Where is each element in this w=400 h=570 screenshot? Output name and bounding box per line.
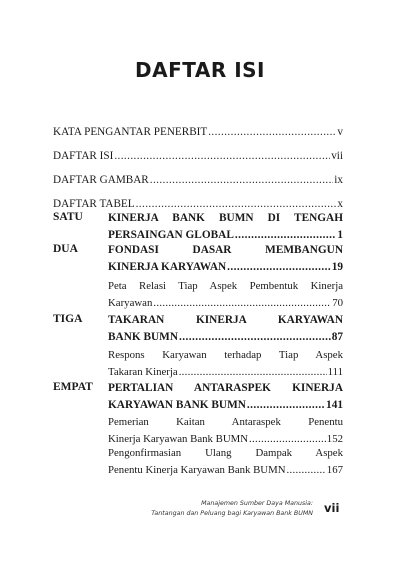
sub-title-line: Respons Karyawan terhadap Tiap Aspek	[108, 349, 343, 361]
toc-row-kata-pengantar[interactable]	[53, 124, 343, 140]
sub-title-text: Kinerja Karyawan Bank BUMN	[108, 432, 249, 445]
sub-title-line: Peta Relasi Tiap Aspek Pembentuk Kinerja	[108, 280, 343, 292]
leader-dots	[247, 397, 325, 414]
chapter-title-text: BANK BUMN	[108, 330, 178, 343]
chapter-title-line: KINERJA BANK BUMN DI TENGAH	[108, 212, 343, 224]
leader-dots	[227, 259, 331, 276]
leader-dots	[114, 148, 330, 164]
sub-title-last-line	[108, 364, 343, 381]
chapter-number: DUA	[53, 243, 78, 255]
sub-title-last-line	[108, 295, 343, 312]
chapter-title-line: FONDASI DASAR MEMBANGUN	[108, 244, 343, 256]
sub-title-text: Penentu Kinerja Karyawan Bank BUMN	[108, 463, 286, 476]
chapter-title-last-line	[108, 259, 343, 276]
chapter-page: 87	[331, 330, 343, 343]
sub-title-line: Pemerian Kaitan Antaraspek Penentu	[108, 416, 343, 428]
leader-dots	[150, 172, 334, 188]
toc-sub-peta-relasi[interactable]	[108, 278, 343, 311]
running-footer	[151, 499, 313, 519]
toc-page: ix	[334, 174, 343, 186]
sub-title-text: Karyawan	[108, 296, 153, 309]
chapter-page: 141	[326, 398, 343, 411]
toc-page: vii	[331, 150, 343, 162]
chapter-title-last-line	[108, 329, 343, 346]
toc-label: DAFTAR GAMBAR	[53, 174, 149, 186]
chapter-title-last-line	[108, 397, 343, 414]
toc-chapter-tiga[interactable]	[108, 312, 343, 345]
toc-sub-pengonfirmasian-ulang[interactable]	[108, 445, 343, 478]
toc-row-daftar-gambar[interactable]	[53, 172, 343, 188]
chapter-number: EMPAT	[53, 381, 93, 393]
leader-dots	[179, 329, 331, 346]
toc-sub-pemerian-kaitan[interactable]	[108, 414, 343, 447]
toc-chapter-dua[interactable]	[108, 242, 343, 275]
sub-title-text: Takaran Kinerja	[108, 365, 178, 378]
chapter-title-line: TAKARAN KINERJA KARYAWAN	[108, 314, 343, 326]
footer-line-2: Tantangan dan Peluang bagi Karyawan Bank BUMN	[151, 510, 313, 517]
chapter-page: 19	[331, 260, 343, 273]
sub-title-last-line	[108, 462, 343, 479]
chapter-number: SATU	[53, 211, 83, 223]
chapter-title-last-line	[108, 227, 343, 244]
toc-label: KATA PENGANTAR PENERBIT	[53, 126, 208, 138]
toc-label: DAFTAR ISI	[53, 150, 114, 162]
footer-line-1: Manajemen Sumber Daya Manusia:	[201, 500, 313, 507]
sub-page: 167	[326, 463, 343, 476]
chapter-number: TIGA	[53, 313, 83, 325]
sub-title-line: Pengonfirmasian Ulang Dampak Aspek	[108, 447, 343, 459]
leader-dots	[153, 295, 331, 312]
chapter-title-text: KINERJA KARYAWAN	[108, 260, 227, 273]
page-title: DAFTAR ISI	[135, 58, 265, 82]
leader-dots	[179, 364, 327, 381]
chapter-page: 1	[337, 228, 343, 241]
toc-row-daftar-isi[interactable]	[53, 148, 343, 164]
chapter-title-text: PERSAINGAN GLOBAL	[108, 228, 234, 241]
sub-page: 152	[326, 432, 343, 445]
toc-sub-respons-karyawan[interactable]	[108, 347, 343, 380]
leader-dots	[287, 462, 326, 479]
leader-dots	[208, 124, 336, 140]
sub-page: 70	[332, 296, 343, 309]
toc-chapter-empat[interactable]	[108, 380, 343, 413]
toc-chapter-satu[interactable]	[108, 210, 343, 243]
toc-label: DAFTAR TABEL	[53, 198, 135, 210]
toc-page: v	[337, 126, 343, 138]
chapter-title-text: KARYAWAN BANK BUMN	[108, 398, 246, 411]
chapter-title-line: PERTALIAN ANTARASPEK KINERJA	[108, 382, 343, 394]
page-number: vii	[324, 501, 340, 515]
toc-page: x	[337, 198, 343, 210]
sub-page: 111	[327, 365, 343, 378]
leader-dots	[235, 227, 336, 244]
